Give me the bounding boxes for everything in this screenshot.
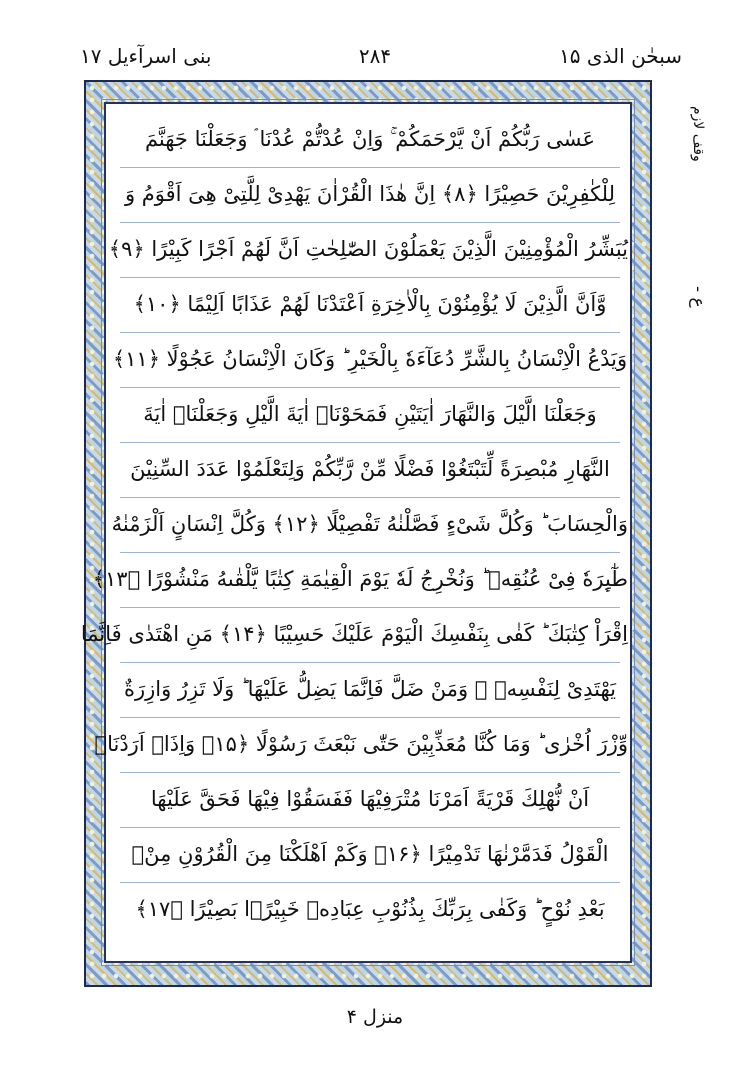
manzil-footer: منزل ۴ xyxy=(346,1006,404,1028)
text-line-15: بَعْدِ نُوْحٍ ؕ وَكَفٰی بِرَبِّكَ بِذُنُوْبِ عِبَادِهٖ خَبِیْرًۢا بَصِیْرًا ﴿۱۷﴾ xyxy=(135,897,605,921)
waqf-margin-note: وقف لازم xyxy=(690,106,706,162)
text-line-5: وَیَدْعُ الْاِنْسَانُ بِالشَّرِّ دُعَآءَهٗ بِالْخَیْرِ ؕ وَكَانَ الْاِنْسَانُ عَجُوْلًا ﴿۱۱﴾ xyxy=(112,347,628,371)
text-line-9: طٰٓىِٕرَهٗ فِیْ عُنُقِهٖ ؕ وَنُخْرِجُ لَهٗ یَوْمَ الْقِیٰمَةِ كِتٰبًا یَّلْقٰىهُ مَنْشُوْرًا ﴿۱۳﴾ xyxy=(92,567,628,591)
surah-info-header: سبحٰن الذی ۱۵ xyxy=(559,44,682,68)
surah-name-header: بنی اسرآءیل ۱۷ xyxy=(80,44,212,68)
text-line-6: وَجَعَلْنَا الَّیْلَ وَالنَّهَارَ اٰیَتَیْنِ فَمَحَوْنَاۤ اٰیَةَ الَّیْلِ وَجَعَلْنَاۤ اٰیَةَ xyxy=(143,402,597,426)
text-panel xyxy=(80,102,632,963)
text-line-4: وَّاَنَّ الَّذِیْنَ لَا یُؤْمِنُوْنَ بِالْاٰخِرَةِ اَعْتَدْنَا لَهُمْ عَذَابًا اَلِیْمًا ﴿۱۰﴾ xyxy=(133,292,607,316)
text-line-11: یَهْتَدِیْ لِنَفْسِهٖ ۚ وَمَنْ ضَلَّ فَاِنَّمَا یَضِلُّ عَلَیْهَا ؕ وَلَا تَزِرُ وَازِرَةٌ xyxy=(123,677,617,701)
text-line-3: یُبَشِّرُ الْمُؤْمِنِیْنَ الَّذِیْنَ یَعْمَلُوْنَ الصّٰلِحٰتِ اَنَّ لَهُمْ اَجْرًا كَبِیْرًا ﴿۹﴾ xyxy=(108,237,628,261)
text-line-10: اِقْرَاْ كِتٰبَكَ ؕ كَفٰی بِنَفْسِكَ الْیَوْمَ عَلَیْكَ حَسِیْبًا ﴿۱۴﴾ مَنِ اهْتَدٰی فَاِنَّمَا xyxy=(80,622,628,646)
text-line-1: عَسٰی رَبُّكُمْ اَنْ یَّرْحَمَكُمْ ۚ وَاِنْ عُدْتُّمْ عُدْنَا ۘ وَجَعَلْنَا جَهَنَّمَ xyxy=(144,127,596,151)
page-number: ۲۸۴ xyxy=(358,44,392,68)
ruku-margin-mark: ع - xyxy=(688,286,708,308)
text-line-8: وَالْحِسَابَ ؕ وَكُلَّ شَیْءٍ فَصَّلْنٰهُ تَفْصِیْلًا ﴿۱۲﴾ وَكُلَّ اِنْسَانٍ اَلْزَمْنٰهُ xyxy=(111,512,628,536)
text-line-14: الْقَوْلُ فَدَمَّرْنٰهَا تَدْمِیْرًا ﴿۱۶﴾ وَكَمْ اَهْلَكْنَا مِنَ الْقُرُوْنِ مِنْۢ xyxy=(131,842,609,866)
text-line-7: النَّهَارِ مُبْصِرَةً لِّتَبْتَغُوْا فَضْلًا مِّنْ رَّبِّكُمْ وَلِتَعْلَمُوْا عَدَدَ السِّنِیْنَ xyxy=(130,457,610,481)
text-line-2: لِلْكٰفِرِیْنَ حَصِیْرًا ﴿۸﴾ اِنَّ هٰذَا الْقُرْاٰنَ یَهْدِیْ لِلَّتِیْ هِیَ اَقْوَمُ وَ xyxy=(124,182,616,206)
text-line-13: اَنْ نُّهْلِكَ قَرْیَةً اَمَرْنَا مُتْرَفِیْهَا فَفَسَقُوْا فِیْهَا فَحَقَّ عَلَیْهَا xyxy=(150,787,590,811)
text-line-12: وِّزْرَ اُخْرٰی ؕ وَمَا كُنَّا مُعَذِّبِیْنَ حَتّٰی نَبْعَثَ رَسُوْلًا ﴿۱۵﴾ وَاِذَاۤ اَرَدْنَاۤ xyxy=(94,732,628,756)
